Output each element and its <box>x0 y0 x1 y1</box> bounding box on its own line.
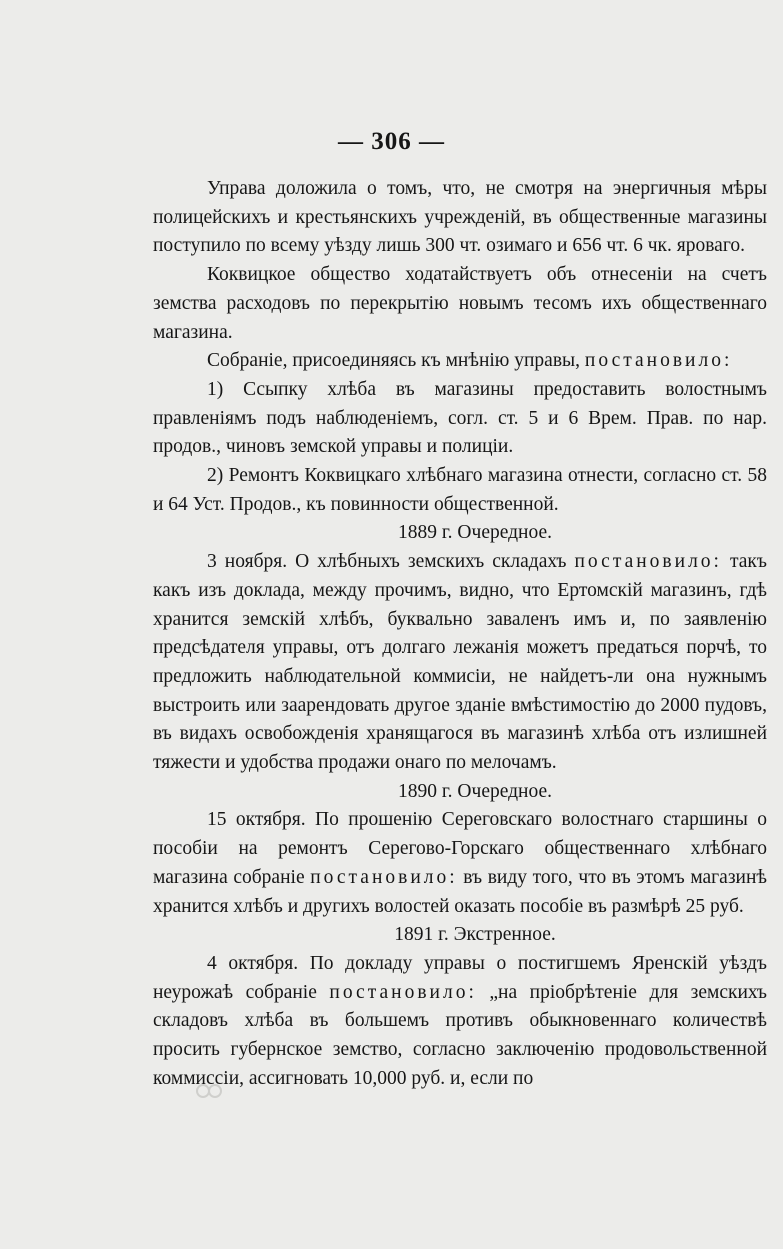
paragraph-text: такъ какъ изъ доклада, между прочимъ, видно, что Ертомскій магазинъ, гдѣ хранится земскій хлѣбъ, буквально заваленъ имъ и, по заявленію предсѣдателя управы, отъ долгаго лежанія можетъ предаться порчѣ, то предложить наблюдательной коммисіи, не найдетъ-ли она нужнымъ выстроить или заарендовать другое зданіе вмѣстимостію до 2000 пудовъ, въ видахъ освобожденія хранящагося въ магазинѣ хлѣба отъ излишней тяжести и удобства продажи онаго по мелочамъ. <box>153 551 767 774</box>
paragraph-kokvitsy-petition <box>153 261 767 347</box>
resolution-keyword: постановило: <box>310 866 458 888</box>
paragraph-text: Коквицкое общество ходатайствуетъ объ отнесеніи на счетъ земства расходовъ по перекрытію новымъ тесомъ ихъ общественнаго магазина. <box>153 264 767 343</box>
paragraph-november-3 <box>153 548 767 778</box>
bleed-through-glyph <box>195 1080 223 1102</box>
resolution-keyword: постановило: <box>584 350 733 372</box>
section-heading-1890 <box>153 778 767 807</box>
paragraph-assembly-resolution <box>153 347 767 376</box>
paragraph-october-15 <box>153 806 767 921</box>
paragraph-text: 4 октября. По докладу управы о постигшемъ Яренскій уѣздъ неурожаѣ собраніе <box>153 952 767 1003</box>
paragraph-text: Собраніе, присоединяясь къ мнѣнію управы, <box>207 350 585 372</box>
section-heading-1891 <box>153 921 767 950</box>
heading-text: 1889 г. Очередное. <box>398 522 552 544</box>
paragraph-text: „на пріобрѣтеніе для земскихъ складовъ хлѣба въ большемъ противъ обыкновеннаго количествѣ просить губернское земство, согласно заключенію продовольственной коммиссіи, ассигновать 10,000 руб. и, если по <box>153 981 767 1089</box>
page-number: — 306 — <box>338 128 445 155</box>
paragraph-text: 2) Ремонтъ Коквицкаго хлѣбнаго магазина отнести, согласно ст. 58 и 64 Уст. Продов., къ повинности общественной. <box>153 465 767 515</box>
paragraph-grain-report <box>153 175 767 261</box>
paragraph-text: 1) Ссыпку хлѣба въ магазины предоставить волостнымъ правленіямъ подъ наблюденіемъ, согл. ст. 5 и 6 Врем. Прав. по нар. продов., чиновъ земской управы и полиціи. <box>153 378 767 458</box>
resolution-keyword: постановило: <box>329 981 477 1003</box>
paragraph-text: 3 ноября. О хлѣбныхъ земскихъ складахъ <box>207 551 575 573</box>
paragraph-item-1 <box>153 376 767 462</box>
paragraph-text: Управа доложила о томъ, что, не смотря на энергичныя мѣры полицейскихъ и крестьянскихъ учрежденій, въ общественные магазины поступило по всему уѣзду лишь 300 чт. озимаго и 656 чт. 6 чк. яроваго. <box>153 178 767 257</box>
paragraph-october-4 <box>153 950 767 1094</box>
heading-text: 1891 г. Экстренное. <box>394 924 556 946</box>
heading-text: 1890 г. Очередное. <box>398 780 552 802</box>
section-heading-1889 <box>153 519 767 548</box>
resolution-keyword: постановило: <box>574 551 722 573</box>
paragraph-text: 15 октября. По прошенію Сереговскаго волостнаго старшины о пособіи на ремонтъ Серегово-Горскаго общественнаго хлѣбнаго магазина собраніе <box>153 809 767 888</box>
paragraph-text: въ виду того, что въ этомъ магазинѣ хранится хлѣбъ и другихъ волостей оказать пособіе въ размѣрѣ 25 руб. <box>153 866 767 917</box>
bleed-through-mark <box>195 1074 223 1102</box>
paragraph-item-2 <box>153 462 767 519</box>
page-text <box>153 175 767 1094</box>
